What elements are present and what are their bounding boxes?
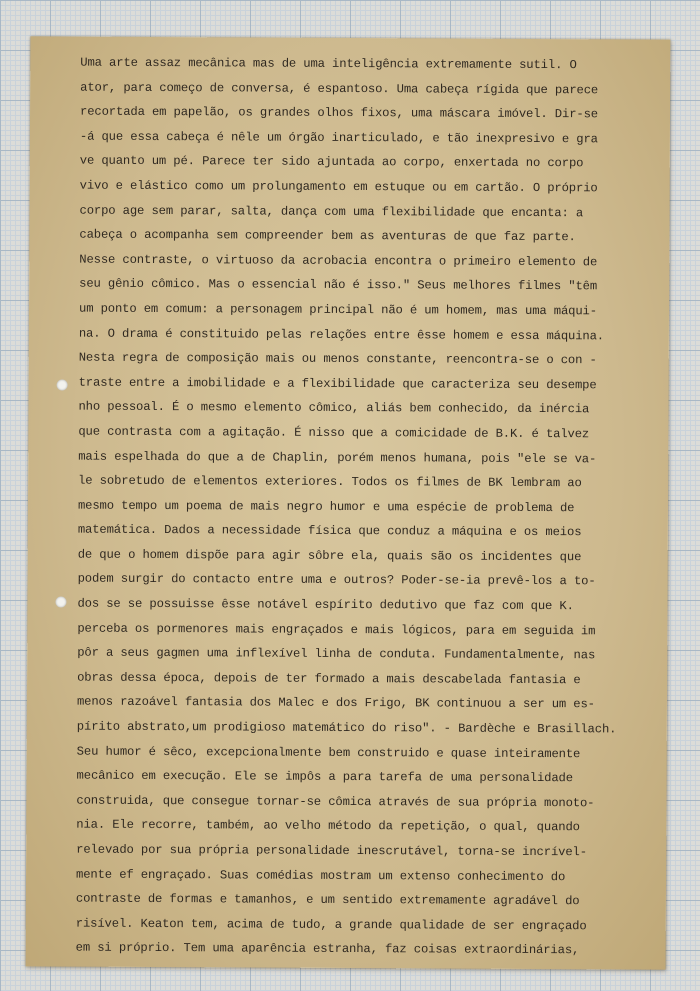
text-line: Uma arte assaz mecânica mas de uma inteligência extremamente sutil. O	[80, 55, 577, 73]
text-line: mente ef engraçado. Suas comédias mostram um extenso conhecimento do	[76, 867, 566, 884]
punch-hole-bottom	[55, 596, 66, 607]
text-line: ve quanto um pé. Parece ter sido ajuntada ao corpo, enxertada no corpo	[79, 153, 584, 171]
text-line: na. O drama é constituido pelas relações entre êsse homem e essa máquina.	[78, 326, 605, 343]
text-line: cabeça o acompanha sem compreender bem as aventuras de que faz parte.	[79, 227, 576, 245]
text-line: Nesse contraste, o virtuoso da acrobacia encontra o primeiro elemento de	[79, 252, 598, 270]
text-line: Seu humor é sêco, excepcionalmente bem construido e quase inteiramente	[76, 744, 581, 761]
text-line: matemática. Dados a necessidade física que conduz a máquina e os meios	[77, 522, 582, 540]
text-line: em si próprio. Tem uma aparência estranha, faz coisas extraordinárias,	[75, 940, 580, 958]
text-line: menos razoável fantasia dos Malec e dos Frigo, BK continuou a ser um es-	[76, 695, 595, 712]
text-line: mecânico em execução. Ele se impôs a para tarefa de uma personalidade	[76, 768, 573, 786]
text-line: recortada em papelão, os grandes olhos fixos, uma máscara imóvel. Dir-se	[80, 104, 599, 122]
punch-hole-top	[57, 379, 68, 390]
typewritten-page	[26, 36, 671, 969]
text-line: nia. Ele recorre, também, ao velho método da repetição, o qual, quando	[76, 817, 580, 835]
text-line: obras dessa época, depois de ter formado a mais descabelada fantasia e	[77, 670, 581, 688]
text-line: pírito abstrato,um prodigioso matemático do riso". - Bardèche e Brasillach.	[76, 719, 617, 737]
text-line: Nesta regra de composição mais ou menos constante, reencontra-se o con -	[78, 350, 597, 368]
text-line: risível. Keaton tem, acima de tudo, a grande qualidade de ser engraçado	[75, 916, 587, 934]
text-line: nho pessoal. É o mesmo elemento cômico, aliás bem conhecido, da inércia	[78, 399, 590, 417]
text-line: seu gênio cômico. Mas o essencial não é isso." Seus melhores filmes "têm	[79, 276, 598, 294]
text-line: traste entre a imobilidade e a flexibilidade que caracteriza seu desempe	[78, 375, 597, 393]
text-line: mais espelhada do que a de Chaplin, porém menos humana, pois "ele se va-	[78, 449, 597, 466]
text-line: dos se se possuisse êsse notável espírito dedutivo que faz com que K.	[77, 596, 574, 614]
text-line: perceba os pormenores mais engraçados e mais lógicos, para em seguida im	[77, 621, 596, 638]
text-line: vivo e elástico como um prolungamento em estuque ou em cartão. O próprio	[79, 178, 598, 196]
text-line: corpo age sem parar, salta, dança com uma flexibilidade que encanta: a	[79, 203, 584, 220]
text-line: le sobretudo de elementos exteriores. Todos os filmes de BK lembram ao	[78, 473, 582, 491]
text-line: ator, para começo de conversa, é espantoso. Uma cabeça rígida que parece	[80, 80, 599, 97]
text-line: de que o homem dispõe para agir sôbre ela, quais são os incidentes que	[77, 547, 582, 565]
text-line: que contrasta com a agitação. É nisso que a comicidade de B.K. é talvez	[78, 424, 590, 442]
text-line: um ponto em comum: a personagem principal não é um homem, mas uma máqui-	[78, 301, 597, 319]
text-line: contraste de formas e tamanhos, e um sentido extremamente agradável do	[75, 891, 580, 909]
text-line: construida, que consegue tornar-se cômica através de sua própria monoto-	[76, 793, 595, 811]
typed-text-body	[76, 51, 671, 964]
text-line: -á que essa cabeça é nêle um órgão inarticulado, e tão inexpresivo e gra	[79, 129, 598, 147]
text-line: podem surgir do contacto entre uma e outros? Poder-se-ia prevê-los a to-	[77, 572, 596, 589]
text-line: relevado por sua própria personalidade inescrutável, torna-se incrível-	[76, 842, 587, 860]
text-line: pôr a seus gagmen uma inflexível linha de conduta. Fundamentalmente, nas	[77, 645, 596, 663]
text-line: mesmo tempo um poema de mais negro humor e uma espécie de problema de	[77, 498, 575, 515]
